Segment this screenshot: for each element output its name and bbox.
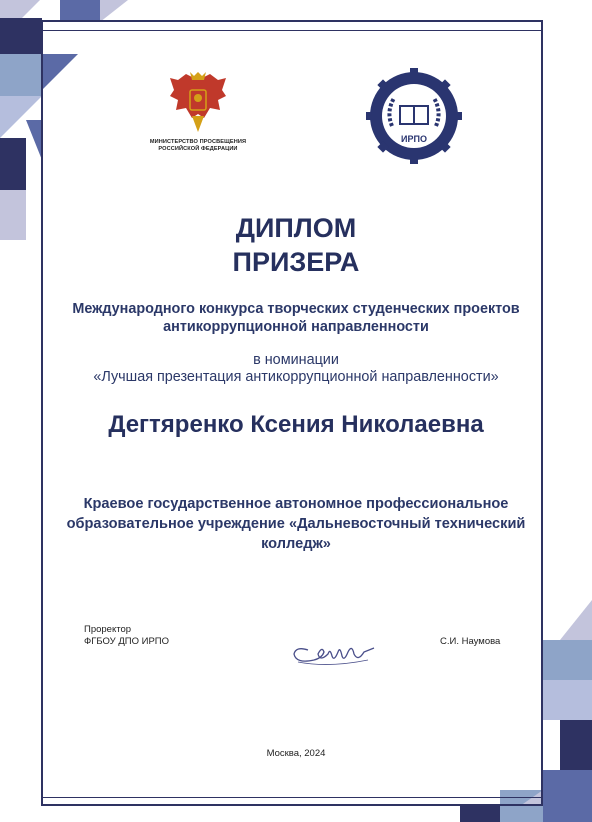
diploma-title-line1: ДИПЛОМ bbox=[235, 213, 357, 243]
signer-position bbox=[84, 624, 169, 648]
ministry-name: МИНИСТЕРСТВО ПРОСВЕЩЕНИЯ РОССИЙСКОЙ ФЕДЕРАЦИИ bbox=[149, 139, 247, 152]
signer-name: С.И. Наумова bbox=[440, 636, 501, 647]
city-year: Москва, 2024 bbox=[266, 748, 326, 759]
irpo-logo bbox=[366, 68, 462, 164]
double-headed-eagle-icon bbox=[168, 70, 228, 136]
nomination-intro: в номинации bbox=[253, 352, 339, 368]
signer-position-line1: Проректор bbox=[84, 624, 132, 635]
contest-name: Международного конкурса творческих студенческих проектов антикоррупционной направленности bbox=[72, 301, 520, 335]
signer-position-line2: ФГБОУ ДПО ИРПО bbox=[84, 636, 170, 647]
irpo-label: ИРПО bbox=[401, 134, 427, 144]
nomination-title: «Лучшая презентация антикоррупционной направленности» bbox=[93, 369, 499, 385]
signature-icon bbox=[288, 632, 378, 670]
ministry-logo bbox=[148, 70, 248, 152]
diploma-title-line2: ПРИЗЕРА bbox=[232, 247, 360, 277]
organization-name: Краевое государственное автономное профессиональное образовательное учреждение «Дальневосточный технический колледж» bbox=[66, 496, 526, 552]
recipient-name: Дегтяренко Ксения Николаевна bbox=[108, 411, 484, 438]
